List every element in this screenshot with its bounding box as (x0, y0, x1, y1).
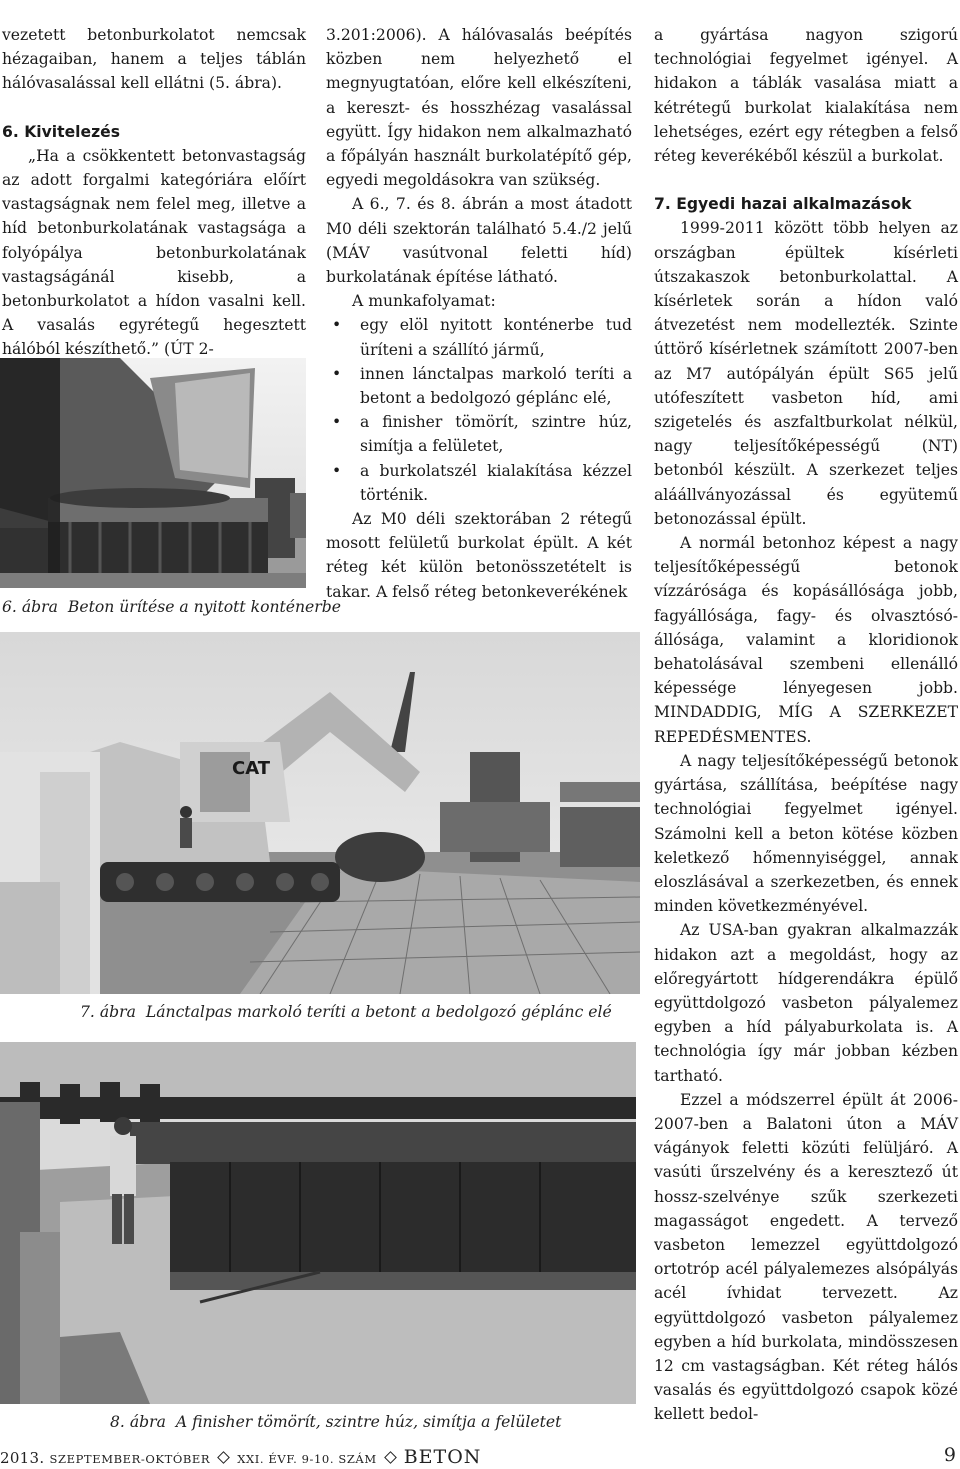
section-heading-7: 7. Egyedi hazai alkalmazások (654, 195, 912, 214)
col1-paragraph-1: vezetett betonburkolatot nemcsak hézagaiban, hanem a teljes táblán hálóvasalással kell ellátni (5. ábra). (2, 26, 306, 93)
column-1-text (2, 23, 306, 362)
col3-paragraph-1: a gyártása nagyon szigorú technológiai fegyelmet igényel. A hidakon a táblák vasalása miatt a kétrétegű burkolat kialakítása nem lehetséges, ezért egy rétegben a felső réteg keverékéből készül a burkolat. (654, 26, 958, 166)
workflow-item: • a burkolatszél kialakítása kézzel történik. (326, 459, 632, 507)
diamond-icon (217, 1451, 230, 1464)
footer-magazine-name: BETON (403, 1446, 482, 1468)
workflow-item: • egy elöl nyitott konténerbe tud üríteni a szállító jármű, (326, 313, 632, 361)
spacer (2, 96, 306, 120)
figure-6-caption-text: Beton ürítése a nyitott konténerbe (67, 598, 341, 616)
workflow-item: • innen lánctalpas markoló teríti a betont a bedolgozó géplánc elé, (326, 362, 632, 410)
col1-paragraph-2: „Ha a csökkentett betonvastagság az adott forgalmi kategóriára előírt vastagságnak nem felel meg, illetve a híd betonburkolatának vastagsága a folyópálya betonburkolatának vastagságánál kisebb, a betonburkolatot a hídon vasalni kell. A vasalás egyrétegű hegesztett hálóból készíthető.” (ÚT 2- (2, 146, 306, 359)
col2-paragraph-4: Az M0 déli szektorában 2 rétegű mosott felületű burkolat épült. A két réteg két külön betonösszetételt is takar. A felső réteg betonkeverékének (326, 510, 632, 601)
column-2-text (326, 23, 632, 604)
figure-7-photo (0, 632, 640, 994)
col3-paragraph-2: 1999-2011 között több helyen az országban épültek kísérleti útszakaszok betonburkolattal. A kísérletek során a hídon való átvezetést nem modellezték. Szinte úttörő kísérletnek számított 2007-ben az M7 autópályán épült S65 jelű utófeszített vasbeton híd, ami szigetelés és aszfaltburkolat nélkül, nagy teljesítőképességű (NT) betonból készült. A szerkezet teljes aláállványozással és együtemű betonozással épült. (654, 219, 958, 528)
footer-volume: XXI. ÉVF. 9-10. SZÁM (237, 1452, 377, 1466)
page-number: 9 (943, 1444, 956, 1466)
figure-7-caption-text: Lánctalpas markoló teríti a betont a bedolgozó géplánc elé (145, 1003, 612, 1021)
cat-logo-text: CAT (232, 758, 271, 779)
col3-paragraph-6: Ezzel a módszerrel épült át 2006-2007-ben a Balatoni úton a MÁV vágányok feletti közúti felüljáró. A vasúti űrszelvény és a keresztező út hossz-szelvénye szűk szerkezeti magasságot engedett. A tervező vasbeton lemezzel együttdolgozó ortotróp acél pályalemezes alsópályás acél ívhidat tervezett. Az együttdolgozó vasbeton pályalemez egyben a híd burkolata, mindösszesen 12 cm vastagságban. Két réteg hálós vasalás és együttdolgozó csapok közé kellett bedol- (654, 1090, 958, 1424)
footer-issue-info (0, 1446, 481, 1468)
col2-paragraph-3: A munkafolyamat: (352, 292, 496, 311)
section-heading-6: 6. Kivitelezés (2, 122, 121, 141)
figure-6-number: 6. ábra (2, 598, 58, 616)
footer-issue-date: SZEPTEMBER-OKTÓBER (49, 1452, 211, 1466)
column-3-text (654, 23, 958, 1427)
figure-6-photo (0, 358, 306, 588)
figure-8-number: 8. ábra (110, 1413, 166, 1431)
workflow-list (326, 313, 632, 507)
col2-paragraph-2: A 6., 7. és 8. ábrán a most átadott M0 déli szektorán található 5.4./2 jelű (MÁV vasútvonal feletti híd) burkolatának építése látható. (326, 195, 632, 287)
col3-paragraph-3: A normál betonhoz képest a nagy teljesítőképességű betonok vízzárósága és kopásállósága jobb, fagyállósága, fagy- és olvasztósó-állósága, valamint a kloridionok behatolásával szembeni ellenálló képessége lényegesen jobb. MINDADDIG, MÍG A SZERKEZET REPEDÉSMENTES. (654, 534, 958, 746)
spacer (654, 168, 958, 192)
col2-paragraph-1: 3.201:2006). A hálóvasalás beépítés közben nem helyezhető el megnyugtatóan, előre kell elkészíteni, a kereszt- és hosszhézag vasalással együtt. Így hidakon nem alkalmazható a főpályán használt burkolatépítő gép, egyedi megoldásokra van szükség. (326, 26, 632, 190)
figure-8-caption-text: A finisher tömörít, szintre húz, simítja a felületet (175, 1413, 562, 1431)
page-footer (0, 1444, 960, 1468)
col3-paragraph-5: Az USA-ban gyakran alkalmazzák hidakon azt a megoldást, hogy az előregyártott hídgerendákra épülő együttdolgozó vasbeton pályalemez egyben a híd pályaburkolata is. A technológia így már jobban kézben tartható. (654, 921, 958, 1085)
footer-year: 2013. (0, 1449, 45, 1467)
workflow-item: • a finisher tömörít, szintre húz, simítja a felületet, (326, 410, 632, 458)
col3-paragraph-4: A nagy teljesítőképességű betonok gyártása, szállítása, beépítése nagy technológiai fegyelmet igényel. Számolni kell a beton kötése közben keletkező hőmennyiséggel, annak eloszlásával a szerkezetben, és ennek minden következményével. (654, 751, 958, 916)
figure-6-caption (2, 598, 341, 616)
figure-7-number: 7. ábra (80, 1003, 136, 1021)
figure-8-caption (110, 1413, 561, 1431)
diamond-icon (384, 1451, 397, 1464)
figure-8-photo (0, 1042, 636, 1404)
figure-7-caption (80, 1003, 612, 1021)
